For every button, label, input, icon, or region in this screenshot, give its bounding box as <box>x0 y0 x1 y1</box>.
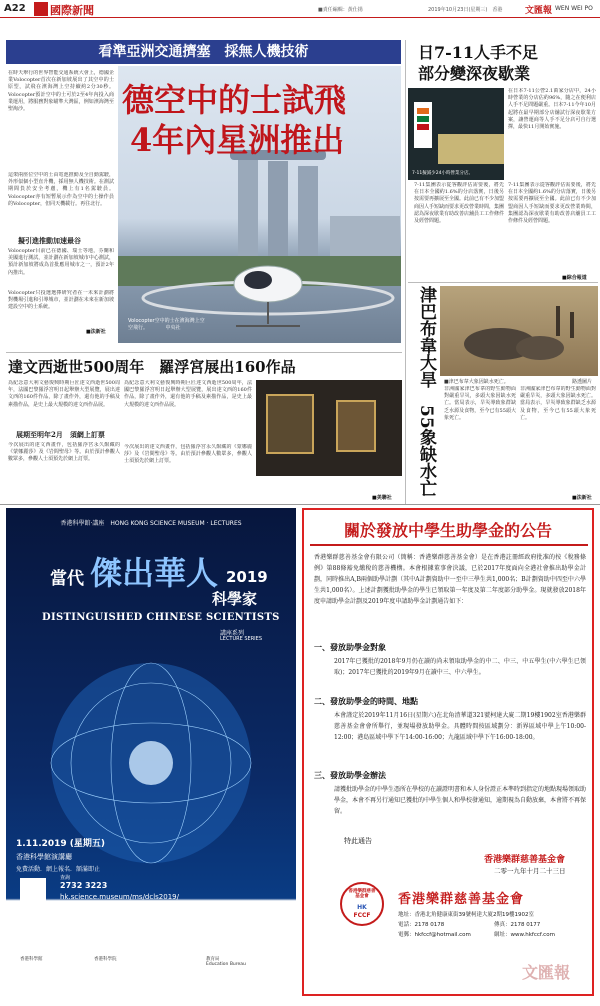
rule-2 <box>6 352 402 353</box>
davinci-body-1: 為紀念意大利文藝復興時期巨匠達文西逝世500周年，法國巴黎羅浮宮明日起舉辦大型展覽，展出達文西的160件作品，除了畫作外，還有他的手稿及素描作品，是史上最大規模的達文西作品展。 <box>8 380 120 408</box>
notice-s2-title: 二、發放助學金的時間、地點 <box>314 696 418 706</box>
notice-closing: 特此通告 <box>344 837 372 845</box>
science-date: 1.11.2019 (星期五) <box>16 839 106 849</box>
night-credit: ■綜合報道 <box>562 275 587 281</box>
science-year: 2019 <box>226 568 268 586</box>
science-url[interactable]: hk.science.museum/ms/dcls2019/ <box>60 893 179 901</box>
notice-s2-body: 本會謹定於2019年11月16日(星期六)在北角渣華道321號柯達大廈二期19樓1902室香港樂群慈善基金會會所舉行，並現場發放助學金。具體時間按區域劃分：新界區域中學上午10:00-12:00；港島區域中學下午14:00-16:00；九龍區域中學下午16:00-18:00。 <box>334 712 586 741</box>
enquiry-label: 查詢 <box>60 875 71 881</box>
headline-line-1: 德空中的士試飛 <box>122 81 347 119</box>
top-body-1: 這架兩座位空中的士由電池推動及全自動駕駛，外形似個小型直升機，採用無人機技術。在測試期間負於安全考慮，機上有1名駕駛員。Volocopter亦有短暫展示作為空中的士操作員的Volocopter，但同天機載行。再往北行。 <box>8 172 114 207</box>
notice-address: 地址：香港北角健康東街39號柯達大廈2期19樓1902室 <box>398 912 534 918</box>
science-title-a: 當代 <box>50 569 84 589</box>
top-body-2: Volocopter目前已在德國、瑞士等地，芬蘭和美國進行測試，並計劃在新加坡城市中心測試，預計新加坡將成為首批應用城市之一，預計2年內推出。 <box>8 248 114 276</box>
ads-divider <box>0 504 600 505</box>
painting-frame <box>266 394 314 454</box>
science-title-en: DISTINGUISHED CHINESE SCIENTISTS <box>42 612 280 623</box>
night-body-2: 7-11集團表示從客觀評估需要後，將先在日本全國約1.6%的分店落實，日後另按需要再擴展至全國。此前已有不少加盟商因人手短缺而要求更改營業時間，集團認為深夜歇業有助改善店舖員工工作條件及經營問題。 <box>414 182 504 225</box>
night-body-1: 在日本7-11公營2.1萬家分店中，24小時營業的分店佔約96%，隨之在便利店人手不足問題嚴重。日本7-11今年10月起將在最早期部分店舖試行深夜歇業方案，讓營運商等人手不足分店可自行選擇，最快11月開始實施。 <box>508 88 596 131</box>
night-caption: 7-11擬減少24小時營業分店。 <box>412 171 473 176</box>
notice-date: 二零一九年十月二十三日 <box>494 867 566 875</box>
caption-line-1: Volocopter空中的士在濱海灣上空 <box>128 318 205 324</box>
notice-s1-body: 2017年已獲批的2018年9月仍在讀的尚未領取助學金的中二、中三、中五學生(中六學生已領取)；2017年已獲批的2019年9月在讀中三、中六學生。 <box>334 658 586 676</box>
notice-title-rule <box>310 544 588 546</box>
dateline: 2019年10月23日(星期三) 香港 <box>428 7 503 13</box>
davinci-body-4: 今次展出的達文西畫作，包括羅浮宮永久館藏的《蒙娜麗莎》及《岩間聖母》等。由於預計參觀人數眾多，參觀人士須預先於網上訂票。 <box>124 444 252 465</box>
elephant-headline: 津巴布韋大旱 55象缺水亡 <box>416 286 436 497</box>
watermark: 文匯報 <box>522 963 571 982</box>
notice-s3-body: 請獲批助學金的中學生憑所在學校的在讀證明書和本人身份證正本準時到指定的地點現場領取助學金，本會不再另行通知已獲批的中學生個人和學校發通知，逾期視為自動放棄，本會將不再保留。 <box>334 786 586 815</box>
science-free: 免費活動．網上報名．額滿即止 <box>16 866 101 873</box>
davinci-body-2: 今次展出的達文西畫作，包括羅浮宮永久館藏的《蒙娜麗莎》及《岩間聖母》等。由於預計參觀人數眾多，參觀人士須預先於網上訂票。 <box>8 442 120 463</box>
night-headline-1: 日7-11人手不足 <box>418 43 539 62</box>
rule-1 <box>408 282 598 283</box>
science-ad <box>6 508 296 996</box>
elephant-caption: ■津巴布韋大象因缺水死亡。 <box>444 379 509 385</box>
top-body-3: Volocopter只投選選擇研究者在一未來計劃將對機場引進和引導城市，並計劃在未來在新加坡建設空中的士系統。 <box>8 290 114 311</box>
fccf-logo-hk: HK <box>357 904 367 911</box>
sponsor-2: 香港科學院 <box>94 957 117 962</box>
notice-intro: 香港樂群慈善基金會有限公司（簡稱：香港樂群慈善基金會）是在香港註冊經政府批准的按《稅務條例》第88條豁免繳稅的慈善機構。本會根據董事會決議，已於2017年度面向全港社會推出助學金計劃，同時推出A,B兩個助學計劃（其中A計劃資助中一至中三學生共1,000名；B計劃資助中四至中六學生共1,000名）。上述計劃獲批助學金的學生已領取第一年度及第二年度部分助學金。現就發放2018年度申請助學金計劃及2019年度申請助學金計劃通告如下： <box>314 554 586 605</box>
elephant-photo-credit: 路透圖片 <box>572 379 593 385</box>
kicker-bar <box>6 40 401 64</box>
elephant-body-1: 非洲國家津巴布韋的野生動物面對嚴重旱災，多頭大象因缺水死亡。當局表示，旱災導致象群缺乏水源及食物，至今已有55頭大象死亡。 <box>444 386 516 421</box>
section-title: 國際新聞 <box>50 4 94 17</box>
davinci-body-3: 為紀念意大利文藝復興時期巨匠達文西逝世500周年，法國巴黎羅浮宮明日起舉辦大型展覽，展出達文西的160件作品，除了畫作外，還有他的手稿及素描作品，是史上最大規模的達文西作品展。 <box>124 380 252 408</box>
science-title-c: 科學家 <box>212 590 258 608</box>
seven-eleven-photo <box>408 88 504 180</box>
top-credit: ■法新社 <box>86 329 106 335</box>
elephant-icon <box>440 286 598 376</box>
page-header <box>0 0 600 40</box>
elephant-photo <box>440 286 598 376</box>
science-phone: 2732 3223 <box>60 881 108 890</box>
brand-en: WEN WEI PO <box>555 5 593 12</box>
science-ad-top: 香港科學館‧講座 HONG KONG SCIENCE MUSEUM ‧ LECTURES <box>60 520 242 527</box>
sponsor-3: 教育局 Education Bureau <box>206 957 246 967</box>
top-headline <box>122 80 362 160</box>
notice-title: 關於發放中學生助學金的公告 <box>343 521 552 540</box>
top-kicker: 看準亞洲交通擠塞 採無人機技術 <box>98 44 309 60</box>
science-title-b: 傑出華人 <box>90 554 219 592</box>
louvre-photo <box>256 380 402 476</box>
notice-email[interactable]: 電郵：hkfccf@hotmail.com <box>398 932 471 938</box>
sponsor-1: 香港科學館 <box>20 957 43 962</box>
notice-ad <box>302 508 594 996</box>
editors-line: ■責任編輯：黃仕揚 <box>318 7 363 13</box>
photo-caption <box>128 318 205 332</box>
fccf-logo-text: 香港樂群慈善基金會 <box>398 892 525 907</box>
notice-fax: 傳真：2178 0177 <box>494 922 541 928</box>
notice-org: 香港樂群慈善基金會 <box>484 855 566 865</box>
science-venue: 香港科學館演講廳 <box>16 853 72 861</box>
science-series: 講座系列 <box>220 630 245 637</box>
notice-s1-title: 一、發放助學金對象 <box>314 642 386 652</box>
davinci-headline: 達文西逝世500周年 羅浮宮展出160作品 <box>8 358 296 376</box>
fccf-logo-fccf: FCCF <box>353 912 371 919</box>
night-headline-2: 部分變深夜歇業 <box>418 64 531 83</box>
notice-s3-title: 三、發放助學金辦法 <box>314 770 386 780</box>
qr-code-icon[interactable] <box>20 878 46 904</box>
notice-web[interactable]: 網址：www.hkfccf.com <box>494 932 555 938</box>
column-divider <box>405 40 406 504</box>
top-subhead: 擬引進推動加速最谷 <box>18 236 81 245</box>
fccf-logo-org: 香港樂群慈善基金會 <box>348 889 376 899</box>
elephant-body-2: 非洲國家津巴布韋的野生動物面對嚴重旱災，多頭大象因缺水死亡。當局表示，旱災導致象群缺乏水源及食物，至今已有55頭大象死亡。 <box>520 386 596 421</box>
davinci-subhead: 展期至明年2月 須網上訂票 <box>16 430 105 439</box>
fccf-logo-icon <box>340 882 384 926</box>
davinci-credit: ■美聯社 <box>372 495 392 501</box>
header-rule <box>0 17 600 18</box>
section-logo-icon <box>34 2 48 16</box>
caption-line-2: 空飛行。 中央社 <box>128 325 181 331</box>
brand-logo: 文匯報 <box>525 6 553 16</box>
page-number: A22 <box>4 3 26 14</box>
top-lede: 在時天舉行的世界智能交通系統大會上，德國企業Volocopter首次在新加坡展出了其空中的士原型，試飛在濱海灣上空持續約2分30秒。Volocopter預計空中的士可於2至4年內投入商業運用，將服務對象瞄準大灣區，例如濱海灣至聖淘沙。 <box>8 70 114 113</box>
night-headline <box>418 42 538 84</box>
elephant-credit: ■法新社 <box>572 495 592 501</box>
notice-tel: 電話：2178 0178 <box>398 922 445 928</box>
night-body-3: 7-11集團表示從客觀評估需要後，將先在日本全國約1.6%的分店落實，日後另按需要再擴展至全國。此前已有不少加盟商因人手短缺而要求更改營業時間，集團認為深夜歇業有助改善店舖員工工作條件及經營問題。 <box>508 182 596 225</box>
headline-line-2: 4年內星洲推出 <box>130 121 345 159</box>
science-series-en: LECTURE SERIES <box>220 636 262 642</box>
